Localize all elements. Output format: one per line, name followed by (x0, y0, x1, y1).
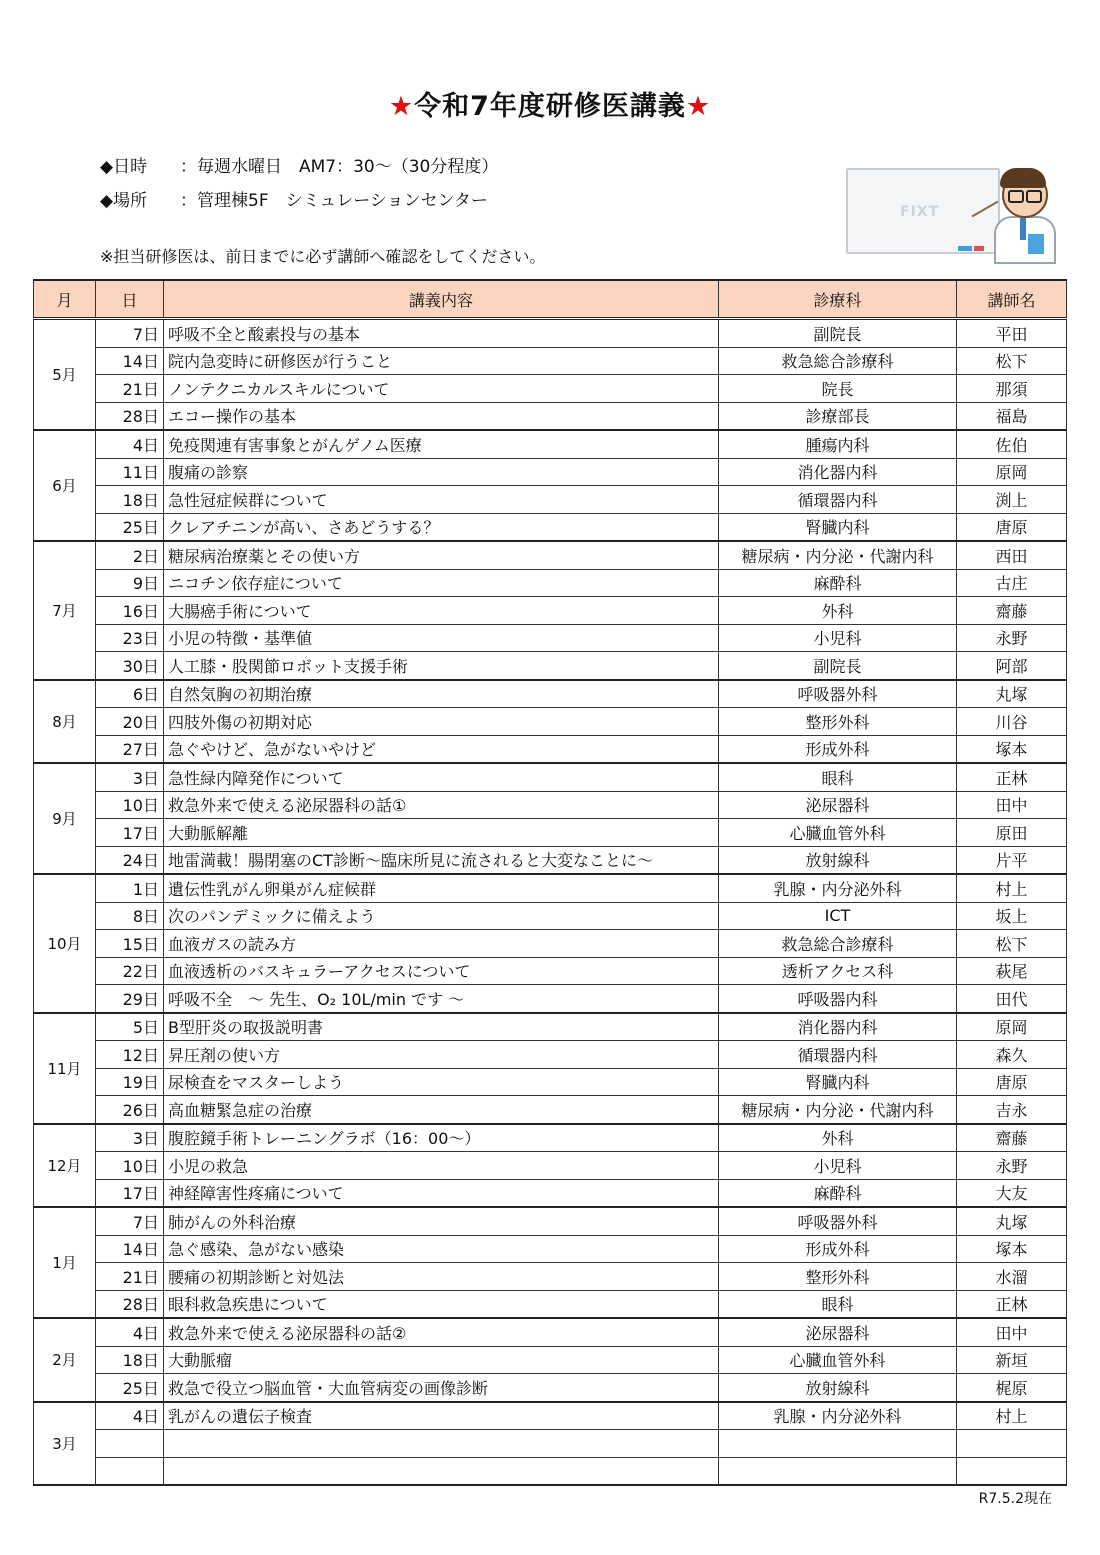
table-row (34, 541, 1067, 569)
lecturer-cell: 正林 (957, 763, 1067, 791)
day-cell: 1日 (96, 874, 164, 902)
datetime-label: ◆日時 (100, 157, 148, 177)
department-cell: 形成外科 (719, 1235, 957, 1263)
topic-cell: 眼科救急疾患について (164, 1290, 719, 1318)
title-star-left: ★ (388, 91, 415, 122)
notice-text: ※担当研修医は、前日までに必ず講師へ確認をしてください。 (100, 247, 546, 266)
day-cell: 25日 (96, 513, 164, 541)
table-row (34, 347, 1067, 375)
day-cell: 21日 (96, 375, 164, 403)
page-title (0, 84, 1100, 123)
day-cell: 19日 (96, 1068, 164, 1096)
table-row (34, 1179, 1067, 1207)
topic-cell: 乳がんの遺伝子検査 (164, 1402, 719, 1430)
lecturer-cell: 齋藤 (957, 597, 1067, 625)
department-cell: 心臓血管外科 (719, 819, 957, 847)
lecturer-cell: 丸塚 (957, 1207, 1067, 1235)
table-row (34, 930, 1067, 958)
department-cell (719, 1457, 957, 1485)
department-cell: 整形外科 (719, 1263, 957, 1291)
department-cell: 外科 (719, 597, 957, 625)
table-row (34, 597, 1067, 625)
day-cell: 11日 (96, 458, 164, 486)
day-cell: 22日 (96, 957, 164, 985)
table-row (34, 652, 1067, 680)
lecturer-cell: 松下 (957, 347, 1067, 375)
day-cell (96, 1430, 164, 1458)
place-label: ◆場所 (100, 191, 148, 211)
department-cell: 心臓血管外科 (719, 1346, 957, 1374)
day-cell: 8日 (96, 902, 164, 930)
topic-cell: 尿検査をマスターしよう (164, 1068, 719, 1096)
department-cell: 乳腺・内分泌外科 (719, 874, 957, 902)
table-row (34, 1068, 1067, 1096)
table-row (34, 708, 1067, 736)
table-row (34, 1263, 1067, 1291)
day-cell: 23日 (96, 624, 164, 652)
department-cell: 呼吸器外科 (719, 680, 957, 708)
day-cell: 17日 (96, 1179, 164, 1207)
department-cell: 腫瘍内科 (719, 430, 957, 458)
lecturer-cell: 原岡 (957, 1013, 1067, 1041)
month-cell: 6月 (34, 430, 96, 541)
day-cell: 14日 (96, 1235, 164, 1263)
month-cell: 5月 (34, 319, 96, 431)
table-row (34, 402, 1067, 430)
table-row (34, 819, 1067, 847)
table-header-row (34, 280, 1067, 319)
topic-cell: 腰痛の初期診断と対処法 (164, 1263, 719, 1291)
lecturer-cell: 塚本 (957, 735, 1067, 763)
topic-cell: 四肢外傷の初期対応 (164, 708, 719, 736)
day-cell: 7日 (96, 319, 164, 348)
department-cell: 泌尿器科 (719, 1318, 957, 1346)
table-row (34, 1207, 1067, 1235)
day-cell: 14日 (96, 347, 164, 375)
department-cell: 副院長 (719, 319, 957, 348)
lecturer-cell: 坂上 (957, 902, 1067, 930)
lecturer-cell: 梶原 (957, 1374, 1067, 1402)
topic-cell: 大動脈瘤 (164, 1346, 719, 1374)
lecturer-cell: 丸塚 (957, 680, 1067, 708)
department-cell: 放射線科 (719, 1374, 957, 1402)
day-cell: 4日 (96, 430, 164, 458)
month-cell: 3月 (34, 1402, 96, 1486)
department-cell: 腎臓内科 (719, 1068, 957, 1096)
table-row (34, 1318, 1067, 1346)
table-row (34, 680, 1067, 708)
lecturer-cell: 古庄 (957, 569, 1067, 597)
table-row (34, 486, 1067, 514)
topic-cell: 呼吸不全と酸素投与の基本 (164, 319, 719, 348)
topic-cell: 免疫関連有害事象とがんゲノム医療 (164, 430, 719, 458)
department-cell: 消化器内科 (719, 1013, 957, 1041)
topic-cell: 腹痛の診察 (164, 458, 719, 486)
lecturer-cell: 水溜 (957, 1263, 1067, 1291)
lecturer-cell: 西田 (957, 541, 1067, 569)
topic-cell: 神経障害性疼痛について (164, 1179, 719, 1207)
day-cell: 4日 (96, 1318, 164, 1346)
department-cell: 乳腺・内分泌外科 (719, 1402, 957, 1430)
lecturer-cell: 田代 (957, 985, 1067, 1013)
lecturer-cell: 森久 (957, 1041, 1067, 1069)
department-cell: 救急総合診療科 (719, 930, 957, 958)
day-cell: 17日 (96, 819, 164, 847)
topic-cell: 地雷満載！腸閉塞のCT診断～臨床所見に流されると大変なことに～ (164, 846, 719, 874)
table-row (34, 513, 1067, 541)
topic-cell: 血液透析のバスキュラーアクセスについて (164, 957, 719, 985)
lecturer-cell: 田中 (957, 791, 1067, 819)
department-cell (719, 1430, 957, 1458)
day-cell: 3日 (96, 1124, 164, 1152)
day-cell: 29日 (96, 985, 164, 1013)
month-cell: 11月 (34, 1013, 96, 1124)
table-row (34, 375, 1067, 403)
topic-cell: エコー操作の基本 (164, 402, 719, 430)
department-cell: 透析アクセス科 (719, 957, 957, 985)
day-cell: 4日 (96, 1402, 164, 1430)
topic-cell: 自然気胸の初期治療 (164, 680, 719, 708)
table-row (34, 1374, 1067, 1402)
topic-cell: 人工膝・股関節ロボット支援手術 (164, 652, 719, 680)
day-cell: 10日 (96, 791, 164, 819)
day-cell: 12日 (96, 1041, 164, 1069)
lecturer-cell: 村上 (957, 1402, 1067, 1430)
lecture-schedule-table (33, 279, 1067, 1486)
day-cell: 28日 (96, 1290, 164, 1318)
table-row (34, 1402, 1067, 1430)
topic-cell: 小児の特徴・基準値 (164, 624, 719, 652)
lecturer-cell: 村上 (957, 874, 1067, 902)
department-cell: 眼科 (719, 763, 957, 791)
table-row (34, 1096, 1067, 1124)
topic-cell: B型肝炎の取扱説明書 (164, 1013, 719, 1041)
topic-cell: 急ぐやけど、急がないやけど (164, 735, 719, 763)
day-cell: 16日 (96, 597, 164, 625)
day-cell (96, 1457, 164, 1485)
month-cell: 12月 (34, 1124, 96, 1208)
table-row (34, 985, 1067, 1013)
table-row (34, 846, 1067, 874)
day-cell: 9日 (96, 569, 164, 597)
lecturer-cell: 那須 (957, 375, 1067, 403)
lecturer-cell: 唐原 (957, 513, 1067, 541)
topic-cell: 大動脈解離 (164, 819, 719, 847)
table-row (34, 874, 1067, 902)
place-value: ：管理棟5F シミュレーションセンター (180, 191, 488, 211)
lecturer-cell: 唐原 (957, 1068, 1067, 1096)
topic-cell: 小児の救急 (164, 1152, 719, 1180)
lecturer-cell: 萩尾 (957, 957, 1067, 985)
department-cell: 診療部長 (719, 402, 957, 430)
lecturer-cell: 永野 (957, 1152, 1067, 1180)
department-cell: 形成外科 (719, 735, 957, 763)
table-row (34, 569, 1067, 597)
lecturer-cell: 平田 (957, 319, 1067, 348)
header-topic: 講義内容 (164, 280, 719, 319)
topic-cell: 大腸癌手術について (164, 597, 719, 625)
table-row (34, 1346, 1067, 1374)
doctor-glasses-right (1026, 190, 1042, 203)
department-cell: 呼吸器外科 (719, 1207, 957, 1235)
topic-cell (164, 1457, 719, 1485)
table-row (34, 458, 1067, 486)
day-cell: 30日 (96, 652, 164, 680)
month-cell: 10月 (34, 874, 96, 1013)
day-cell: 10日 (96, 1152, 164, 1180)
doctor-illustration (990, 168, 1060, 260)
header-lecturer: 講師名 (957, 280, 1067, 319)
topic-cell: 遺伝性乳がん卵巣がん症候群 (164, 874, 719, 902)
header-month: 月 (34, 280, 96, 319)
month-cell: 2月 (34, 1318, 96, 1402)
as-of-date: R7.5.2現在 (978, 1491, 1052, 1507)
lecturer-cell: 片平 (957, 846, 1067, 874)
table-row (34, 763, 1067, 791)
marker-red (974, 246, 984, 251)
day-cell: 7日 (96, 1207, 164, 1235)
department-cell: 循環器内科 (719, 1041, 957, 1069)
title-text: 令和7年度研修医講義 (414, 91, 686, 122)
day-cell: 28日 (96, 402, 164, 430)
day-cell: 25日 (96, 1374, 164, 1402)
topic-cell: 救急外来で使える泌尿器科の話① (164, 791, 719, 819)
datetime-value: ：毎週水曜日 AM7：30～（30分程度） (180, 157, 499, 177)
department-cell: 小児科 (719, 1152, 957, 1180)
table-row (34, 1041, 1067, 1069)
topic-cell: 血液ガスの読み方 (164, 930, 719, 958)
day-cell: 20日 (96, 708, 164, 736)
place-line (100, 186, 488, 211)
department-cell: 院長 (719, 375, 957, 403)
day-cell: 15日 (96, 930, 164, 958)
table-row (34, 957, 1067, 985)
doctor-glasses-left (1008, 190, 1024, 203)
department-cell: 副院長 (719, 652, 957, 680)
lecturer-cell: 吉永 (957, 1096, 1067, 1124)
table-row (34, 902, 1067, 930)
header-department: 診療科 (719, 280, 957, 319)
department-cell: 循環器内科 (719, 486, 957, 514)
day-cell: 24日 (96, 846, 164, 874)
day-cell: 26日 (96, 1096, 164, 1124)
topic-cell: クレアチニンが高い、さあどうする？ (164, 513, 719, 541)
lecturer-cell: 渕上 (957, 486, 1067, 514)
topic-cell: 急ぐ感染、急がない感染 (164, 1235, 719, 1263)
topic-cell: 急性冠症候群について (164, 486, 719, 514)
lecturer-cell: 齋藤 (957, 1124, 1067, 1152)
lecturer-cell: 正林 (957, 1290, 1067, 1318)
lecturer-cell: 田中 (957, 1318, 1067, 1346)
topic-cell: 呼吸不全 ～ 先生、O₂ 10L/min です ～ (164, 985, 719, 1013)
topic-cell: 急性緑内障発作について (164, 763, 719, 791)
table-row (34, 1430, 1067, 1458)
topic-cell: ニコチン依存症について (164, 569, 719, 597)
table-row (34, 624, 1067, 652)
doctor-file (1028, 234, 1044, 254)
month-cell: 7月 (34, 541, 96, 680)
department-cell: 外科 (719, 1124, 957, 1152)
lecturer-cell: 大友 (957, 1179, 1067, 1207)
department-cell: 小児科 (719, 624, 957, 652)
topic-cell: 院内急変時に研修医が行うこと (164, 347, 719, 375)
department-cell: 整形外科 (719, 708, 957, 736)
month-cell: 9月 (34, 763, 96, 874)
department-cell: 麻酔科 (719, 1179, 957, 1207)
topic-cell: 高血糖緊急症の治療 (164, 1096, 719, 1124)
table-row (34, 1235, 1067, 1263)
table-row (34, 735, 1067, 763)
day-cell: 18日 (96, 486, 164, 514)
department-cell: 糖尿病・内分泌・代謝内科 (719, 541, 957, 569)
lecturer-cell: 福島 (957, 402, 1067, 430)
datetime-line (100, 152, 498, 177)
department-cell: 泌尿器科 (719, 791, 957, 819)
lecturer-cell: 原岡 (957, 458, 1067, 486)
department-cell: ICT (719, 902, 957, 930)
department-cell: 糖尿病・内分泌・代謝内科 (719, 1096, 957, 1124)
doctor-tie (1020, 218, 1026, 240)
title-star-right: ★ (685, 91, 712, 122)
department-cell: 放射線科 (719, 846, 957, 874)
lecturer-cell: 原田 (957, 819, 1067, 847)
department-cell: 消化器内科 (719, 458, 957, 486)
table-row (34, 1124, 1067, 1152)
table-row (34, 1152, 1067, 1180)
table-body (34, 319, 1067, 1486)
day-cell: 5日 (96, 1013, 164, 1041)
department-cell: 腎臓内科 (719, 513, 957, 541)
header-day: 日 (96, 280, 164, 319)
table-row (34, 1457, 1067, 1485)
topic-cell: 昇圧剤の使い方 (164, 1041, 719, 1069)
table-row (34, 430, 1067, 458)
lecturer-cell: 川谷 (957, 708, 1067, 736)
lecturer-cell: 阿部 (957, 652, 1067, 680)
lecturer-cell: 永野 (957, 624, 1067, 652)
month-cell: 1月 (34, 1207, 96, 1318)
lecturer-cell (957, 1430, 1067, 1458)
topic-cell: 救急外来で使える泌尿器科の話② (164, 1318, 719, 1346)
lecturer-cell (957, 1457, 1067, 1485)
lecturer-cell: 塚本 (957, 1235, 1067, 1263)
lecturer-cell: 新垣 (957, 1346, 1067, 1374)
doctor-hair (1000, 168, 1046, 188)
marker-blue (958, 246, 972, 251)
day-cell: 3日 (96, 763, 164, 791)
topic-cell (164, 1430, 719, 1458)
day-cell: 6日 (96, 680, 164, 708)
department-cell: 眼科 (719, 1290, 957, 1318)
table-row (34, 319, 1067, 348)
lecturer-cell: 佐伯 (957, 430, 1067, 458)
day-cell: 27日 (96, 735, 164, 763)
topic-cell: 救急で役立つ脳血管・大血管病変の画像診断 (164, 1374, 719, 1402)
day-cell: 21日 (96, 1263, 164, 1291)
department-cell: 呼吸器内科 (719, 985, 957, 1013)
department-cell: 救急総合診療科 (719, 347, 957, 375)
month-cell: 8月 (34, 680, 96, 764)
day-cell: 18日 (96, 1346, 164, 1374)
topic-cell: 糖尿病治療薬とその使い方 (164, 541, 719, 569)
table-row (34, 791, 1067, 819)
lecturer-cell: 松下 (957, 930, 1067, 958)
topic-cell: 次のパンデミックに備えよう (164, 902, 719, 930)
day-cell: 2日 (96, 541, 164, 569)
whiteboard-watermark: FIXT (900, 204, 940, 220)
department-cell: 麻酔科 (719, 569, 957, 597)
topic-cell: 肺がんの外科治療 (164, 1207, 719, 1235)
topic-cell: ノンテクニカルスキルについて (164, 375, 719, 403)
table-row (34, 1013, 1067, 1041)
topic-cell: 腹腔鏡手術トレーニングラボ（16：00～） (164, 1124, 719, 1152)
table-row (34, 1290, 1067, 1318)
